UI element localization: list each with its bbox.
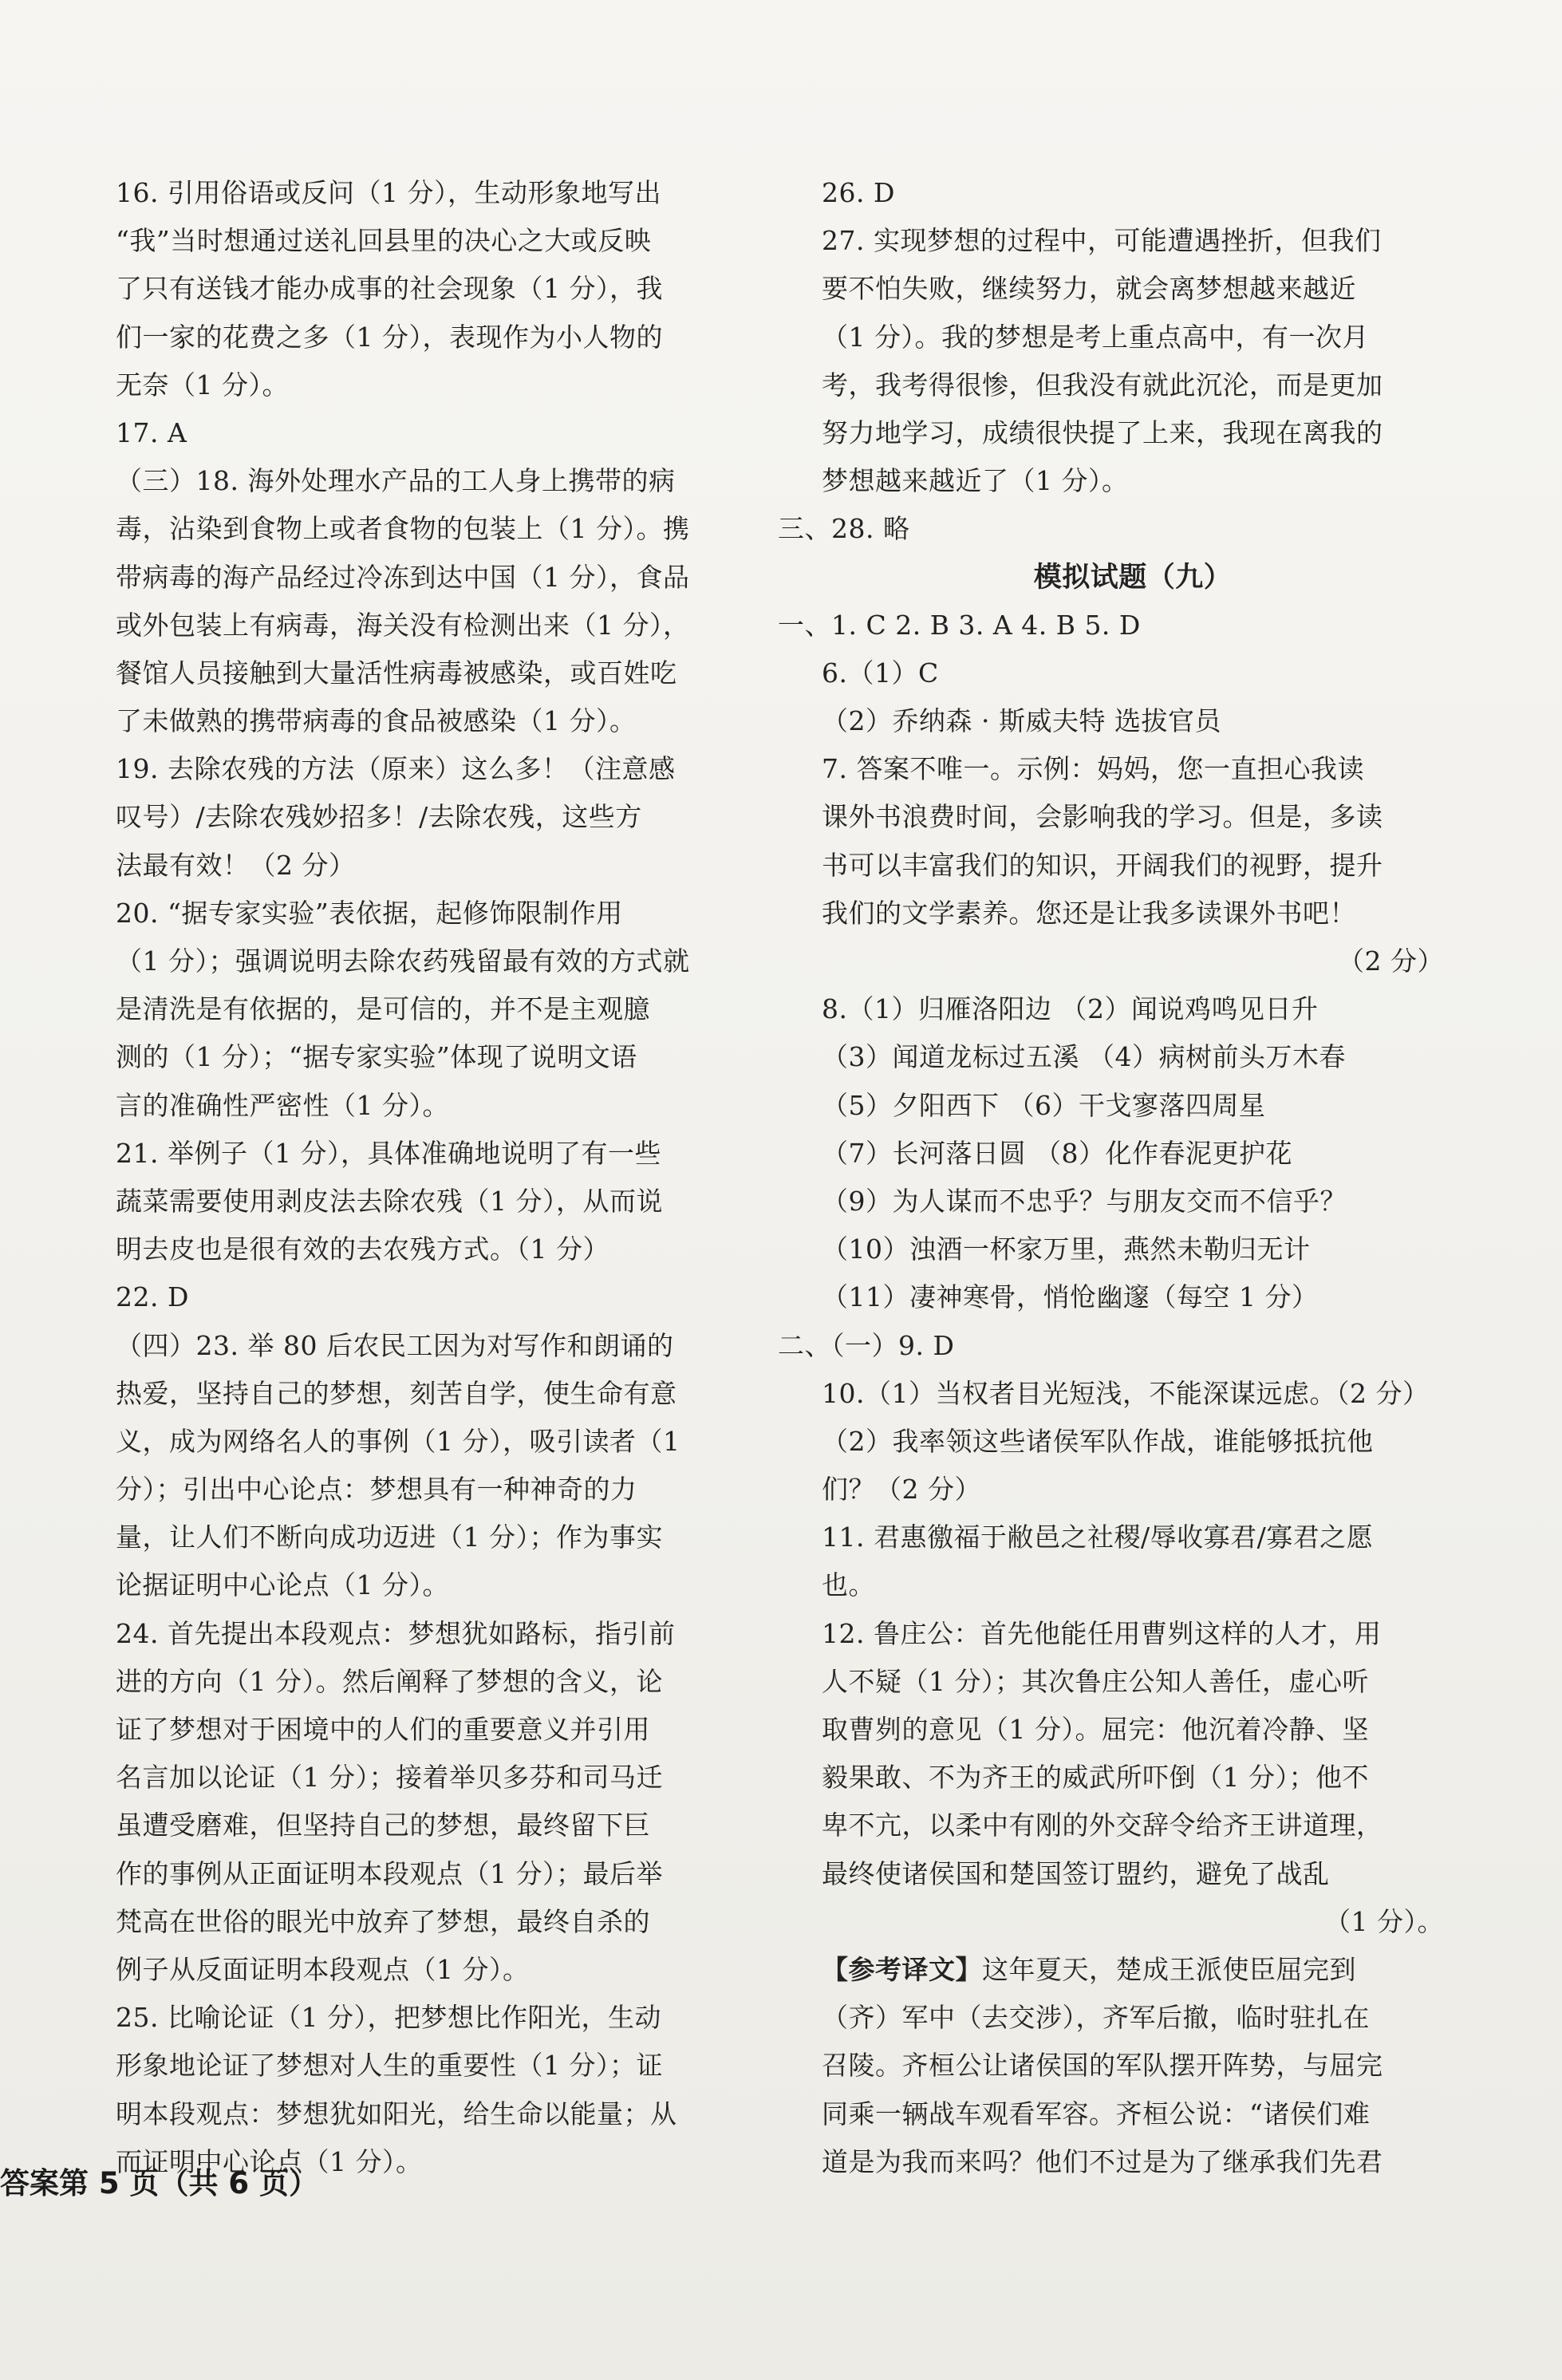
- text-line: 26. D: [822, 177, 895, 208]
- text-line: 12. 鲁庄公：首先他能任用曹刿这样的人才，用: [822, 1617, 1382, 1649]
- section-heading: 模拟试题（九）: [1033, 561, 1233, 594]
- text-line: 了只有送钱才能办成事的社会现象（1 分），我: [116, 273, 663, 305]
- text-line: 课外书浪费时间，会影响我的学习。但是，多读: [822, 801, 1383, 833]
- text-line: 们？（2 分）: [822, 1474, 981, 1506]
- text-line: 形象地论证了梦想对人生的重要性（1 分）；证: [116, 2050, 663, 2082]
- text-line: 带病毒的海产品经过冷冻到达中国（1 分），食品: [116, 561, 690, 593]
- text-line: 明去皮也是很有效的去农残方式。（1 分）: [116, 1233, 609, 1265]
- text-line: 测的（1 分）；“据专家实验”体现了说明文语: [116, 1041, 637, 1073]
- text-line: 21. 举例子（1 分），具体准确地说明了有一些: [116, 1137, 661, 1169]
- text-line: 无奈（1 分）。: [116, 369, 289, 401]
- text-line: 例子从反面证明本段观点（1 分）。: [116, 1953, 530, 1985]
- text-line: 19. 去除农残的方法（原来）这么多！（注意感: [116, 753, 676, 785]
- text-line: 义，成为网络名人的事例（1 分），吸引读者（1: [116, 1425, 680, 1457]
- text-line: 法最有效！（2 分）: [116, 849, 356, 881]
- text-line: 蔬菜需要使用剥皮法去除农残（1 分），从而说: [116, 1185, 663, 1217]
- text-line: 20. “据专家实验”表依据，起修饰限制作用: [116, 897, 623, 929]
- text-line: （2）乔纳森 · 斯威夫特 选拔官员: [822, 705, 1221, 737]
- text-line: （11）凄神寒骨，悄怆幽邃（每空 1 分）: [822, 1281, 1319, 1313]
- text-line: 召陵。齐桓公让诸侯国的军队摆开阵势，与屈完: [822, 2050, 1383, 2082]
- text-line: 明本段观点：梦想犹如阳光，给生命以能量；从: [116, 2098, 677, 2129]
- translation-text: 这年夏天，楚成王派使臣屈完到: [982, 1953, 1356, 1985]
- text-line: 最终使诸侯国和楚国签订盟约，避免了战乱: [822, 1857, 1330, 1889]
- text-line: 分）；引出中心论点：梦想具有一种神奇的力: [116, 1474, 637, 1506]
- text-line: 证了梦想对于困境中的人们的重要意义并引用: [116, 1714, 650, 1745]
- text-line: 24. 首先提出本段观点：梦想犹如路标，指引前: [116, 1617, 676, 1649]
- text-line: 是清洗是有依据的，是可信的，并不是主观臆: [116, 993, 650, 1025]
- text-line: （10）浊酒一杯家万里，燕然未勒归无计: [822, 1233, 1311, 1265]
- text-line: 言的准确性严密性（1 分）。: [116, 1089, 449, 1121]
- text-line: 们一家的花费之多（1 分），表现作为小人物的: [116, 321, 663, 353]
- text-line: 我们的文学素养。您还是让我多读课外书吧！: [822, 897, 1356, 929]
- text-line: （1 分）。我的梦想是考上重点高中，有一次月: [822, 321, 1369, 353]
- text-line: （2）我率领这些诸侯军队作战，谁能够抵抗他: [822, 1425, 1374, 1457]
- text-line: 热爱，坚持自己的梦想，刻苦自学，使生命有意: [116, 1377, 677, 1409]
- text-line: 考，我考得很惨，但我没有就此沉沦，而是更加: [822, 369, 1383, 401]
- translation-line: [822, 1946, 1444, 1994]
- text-line: 名言加以论证（1 分）；接着举贝多芬和司马迁: [116, 1762, 663, 1794]
- text-line: “我”当时想通过送礼回县里的决心之大或反映: [116, 225, 652, 257]
- section-line: 一、1. C 2. B 3. A 4. B 5. D: [778, 609, 1141, 641]
- text-line: 要不怕失败，继续努力，就会离梦想越来越近: [822, 273, 1356, 305]
- section-line: 三、28. 略: [778, 513, 910, 545]
- text-line: 16. 引用俗语或反问（1 分），生动形象地写出: [116, 177, 661, 208]
- text-line: （1 分）；强调说明去除农药残留最有效的方式就: [116, 945, 690, 977]
- text-line: 22. D: [116, 1281, 189, 1313]
- text-line: 道是为我而来吗？他们不过是为了继承我们先君: [822, 2145, 1383, 2177]
- text-line: 梦想越来越近了（1 分）。: [822, 465, 1129, 497]
- text-line: 卑不亢，以柔中有刚的外交辞令给齐王讲道理，: [822, 1810, 1383, 1841]
- text-line: 餐馆人员接触到大量活性病毒被感染，或百姓吃: [116, 657, 677, 689]
- reference-translation-marker: 【参考译文】: [822, 1953, 982, 1985]
- text-line: 努力地学习，成绩很快提了上来，我现在离我的: [822, 416, 1383, 448]
- text-line: 6.（1）C: [822, 657, 939, 689]
- score-note: （1 分）。: [1324, 1905, 1444, 1937]
- text-line: 也。: [822, 1569, 875, 1601]
- text-line: 作的事例从正面证明本段观点（1 分）；最后举: [116, 1857, 663, 1889]
- left-column: [116, 169, 730, 2186]
- text-line: 论据证明中心论点（1 分）。: [116, 1569, 449, 1601]
- text-line: 25. 比喻论证（1 分），把梦想比作阳光，生动: [116, 2002, 661, 2034]
- text-line: 8.（1）归雁洛阳边 （2）闻说鸡鸣见日升: [822, 993, 1319, 1025]
- text-line: （7）长河落日圆 （8）化作春泥更护花: [822, 1137, 1292, 1169]
- text-line: 书可以丰富我们的知识，开阔我们的视野，提升: [822, 849, 1383, 881]
- section-line: 二、（一）9. D: [778, 1329, 955, 1361]
- text-line: 17. A: [116, 416, 187, 448]
- text-line: 取曹刿的意见（1 分）。屈完：他沉着冷静、坚: [822, 1714, 1369, 1745]
- right-column: [778, 169, 1444, 2186]
- text-line: 27. 实现梦想的过程中，可能遭遇挫折，但我们: [822, 225, 1382, 257]
- text-line: （四）23. 举 80 后农民工因为对写作和朗诵的: [116, 1329, 674, 1361]
- text-line: 10.（1）当权者目光短浅，不能深谋远虑。（2 分）: [822, 1377, 1430, 1409]
- text-line: 同乘一辆战车观看军容。齐桓公说：“诸侯们难: [822, 2098, 1371, 2129]
- score-note: （2 分）: [1338, 945, 1444, 977]
- text-line: 叹号）/去除农残妙招多！/去除农残，这些方: [116, 801, 642, 833]
- text-line: 进的方向（1 分）。然后阐释了梦想的含义，论: [116, 1665, 663, 1697]
- text-line: 了未做熟的携带病毒的食品被感染（1 分）。: [116, 705, 637, 737]
- text-line: （9）为人谋而不忠乎？与朋友交而不信乎？: [822, 1185, 1347, 1217]
- text-line: 毒，沾染到食物上或者食物的包装上（1 分）。携: [116, 513, 690, 545]
- text-line: 7. 答案不唯一。示例：妈妈，您一直担心我读: [822, 753, 1364, 785]
- text-line: （三）18. 海外处理水产品的工人身上携带的病: [116, 465, 676, 497]
- text-line: 或外包装上有病毒，海关没有检测出来（1 分），: [116, 609, 690, 641]
- text-line: 11. 君惠徼福于敝邑之社稷/辱收寡君/寡君之愿: [822, 1522, 1374, 1553]
- text-line: 梵高在世俗的眼光中放弃了梦想，最终自杀的: [116, 1905, 650, 1937]
- text-line: 人不疑（1 分）；其次鲁庄公知人善任，虚心听: [822, 1665, 1369, 1697]
- text-line: （齐）军中（去交涉），齐军后撤，临时驻扎在: [822, 2002, 1370, 2034]
- text-line: 量，让人们不断向成功迈进（1 分）；作为事实: [116, 1522, 663, 1553]
- page-number-footer: 答案第 5 页（共 6 页）: [0, 2166, 319, 2200]
- text-line: 毅果敢、不为齐王的威武所吓倒（1 分）；他不: [822, 1762, 1369, 1794]
- text-line: （5）夕阳西下 （6）干戈寥落四周星: [822, 1089, 1266, 1121]
- text-line: （3）闻道龙标过五溪 （4）病树前头万木春: [822, 1041, 1346, 1073]
- text-line: 而证明中心论点（1 分）。: [116, 2145, 423, 2177]
- text-line: 虽遭受磨难，但坚持自己的梦想，最终留下巨: [116, 1810, 650, 1841]
